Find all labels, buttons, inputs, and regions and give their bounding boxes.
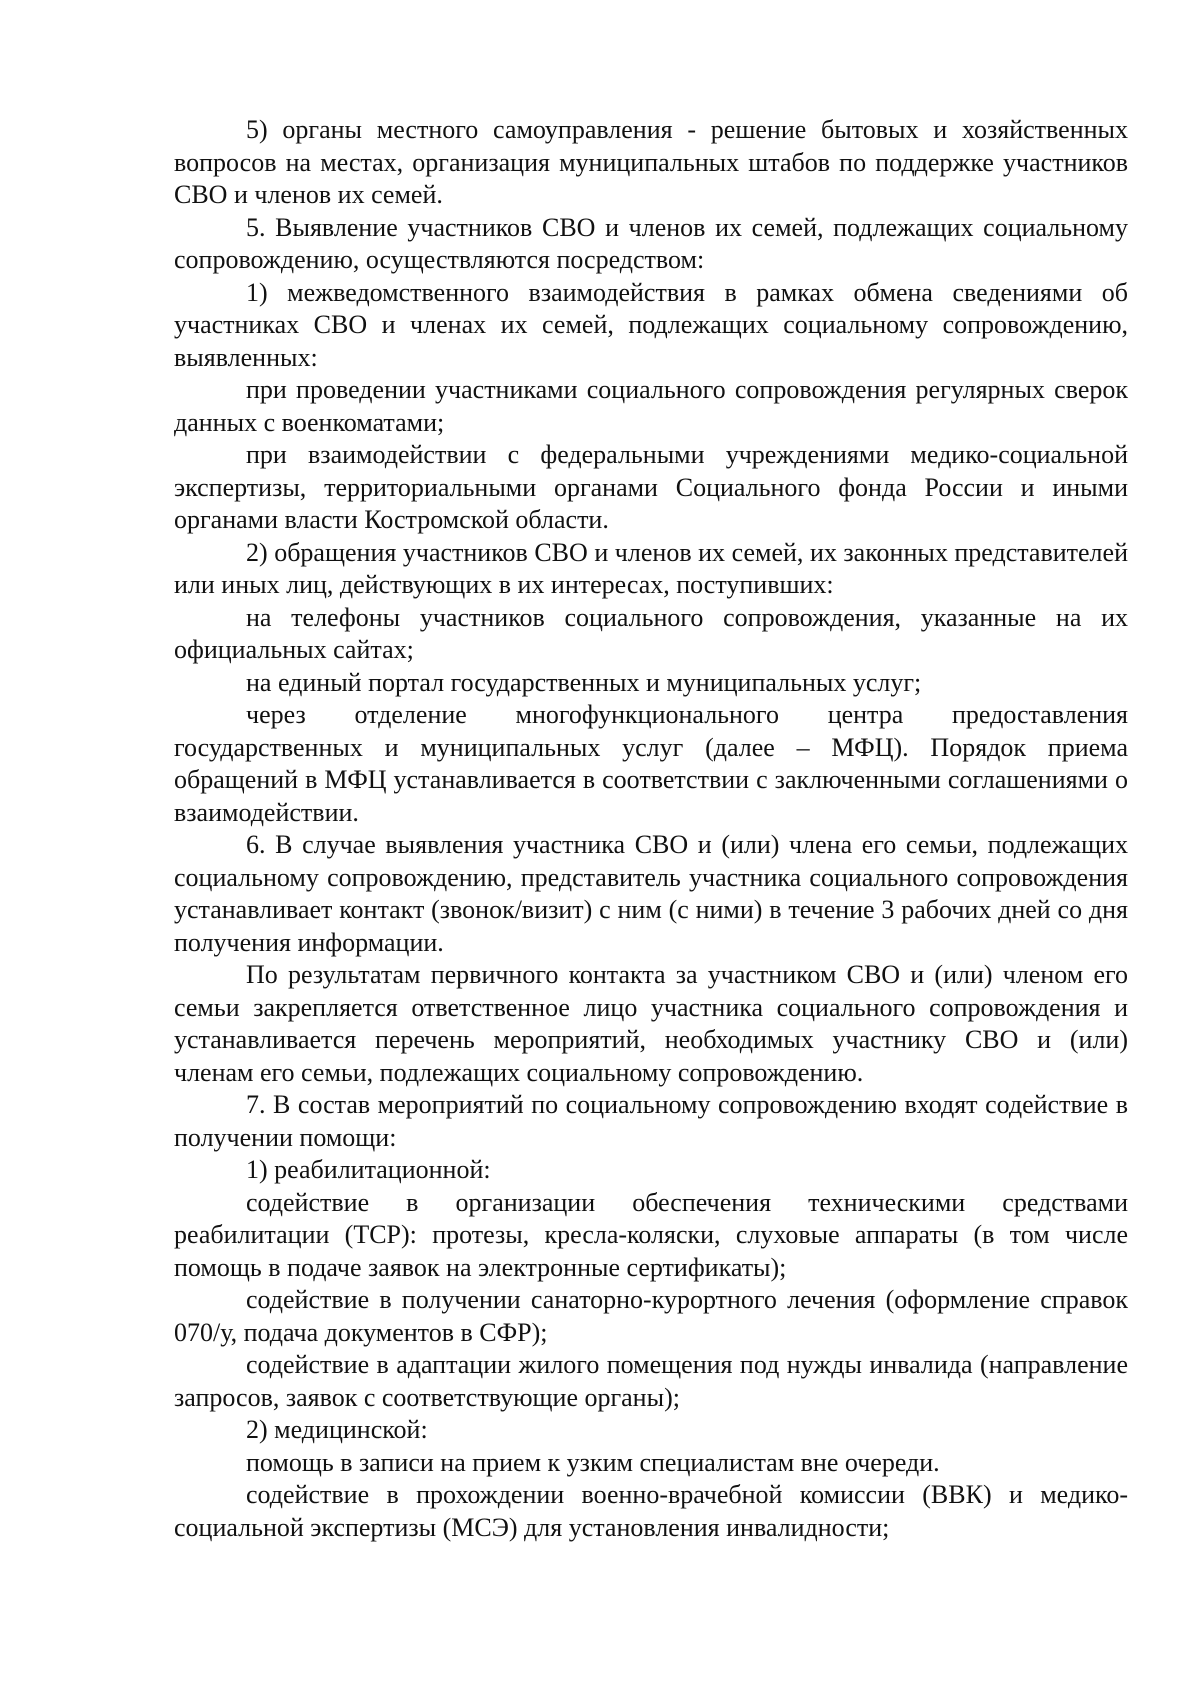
paragraph-tsr: содействие в организации обеспечения техническими средствами реабилитации (ТСР): протезы, кресла-коляски, слуховые аппараты (в том числе помощь в подаче заявок на электронные сертификаты); (174, 1187, 1128, 1282)
paragraph-appeals: 2) обращения участников СВО и членов их семей, их законных представителей или иных лиц, действующих в их интересах, поступивших: (174, 537, 1128, 599)
paragraph-medical: 2) медицинской: (246, 1415, 428, 1444)
paragraph-federal-institutions: при взаимодействии с федеральными учреждениями медико-социальной экспертизы, территориальными органами Социального фонда России и иными органами власти Костромской области. (174, 440, 1128, 534)
paragraph-rehabilitation: 1) реабилитационной: (246, 1155, 491, 1184)
paragraph-phones: на телефоны участников социального сопровождения, указанные на их официальных сайтах; (174, 602, 1128, 664)
paragraph-clause-5: 5. Выявление участников СВО и членов их семей, подлежащих социальному сопровождению, осуществляются посредством: (174, 212, 1128, 274)
paragraph-sanatorium: содействие в получении санаторно-курортного лечения (оформление справок 070/у, подача документов в СФР); (174, 1285, 1128, 1347)
paragraph-portal: на единый портал государственных и муниципальных услуг; (246, 667, 922, 697)
paragraph-first-contact: По результатам первичного контакта за участником СВО и (или) членом его семьи закрепляется ответственное лицо участника социального сопровождения и устанавливается перечень мероприятий, необходимых участнику СВО и (или) членам его семьи, подлежащих социальному сопровождению. (174, 960, 1128, 1087)
paragraph-clause-6: 6. В случае выявления участника СВО и (или) члена его семьи, подлежащих социальному сопровождению, представитель участника социального сопровождения устанавливает контакт (звонок/визит) с ним (с ними) в течение 3 рабочих дней со дня получения информации. (174, 830, 1128, 957)
paragraph-appointments: помощь в записи на прием к узким специалистам вне очереди. (246, 1447, 940, 1477)
document-page (174, 114, 1128, 1544)
paragraph-interagency: 1) межведомственного взаимодействия в рамках обмена сведениями об участниках СВО и членах их семей, подлежащих социальному сопровождению, выявленных: (174, 277, 1128, 372)
paragraph-clause-7: 7. В состав мероприятий по социальному сопровождению входят содействие в получении помощи: (174, 1090, 1128, 1152)
paragraph-local-government: 5) органы местного самоуправления - решение бытовых и хозяйственных вопросов на местах, организация муниципальных штабов по поддержке участников СВО и членов их семей. (174, 115, 1128, 209)
paragraph-vvk-mse: содействие в прохождении военно-врачебной комиссии (ВВК) и медико-социальной экспертизы (МСЭ) для установления инвалидности; (174, 1480, 1128, 1542)
paragraph-mfc: через отделение многофункционального центра предоставления государственных и муниципальных услуг (далее – МФЦ). Порядок приема обращений в МФЦ устанавливается в соответствии с заключенными соглашениями о взаимодействии. (174, 700, 1128, 827)
paragraph-housing: содействие в адаптации жилого помещения под нужды инвалида (направление запросов, заявок с соответствующие органы); (174, 1350, 1128, 1412)
paragraph-military-offices: при проведении участниками социального сопровождения регулярных сверок данных с военкоматами; (174, 375, 1128, 437)
